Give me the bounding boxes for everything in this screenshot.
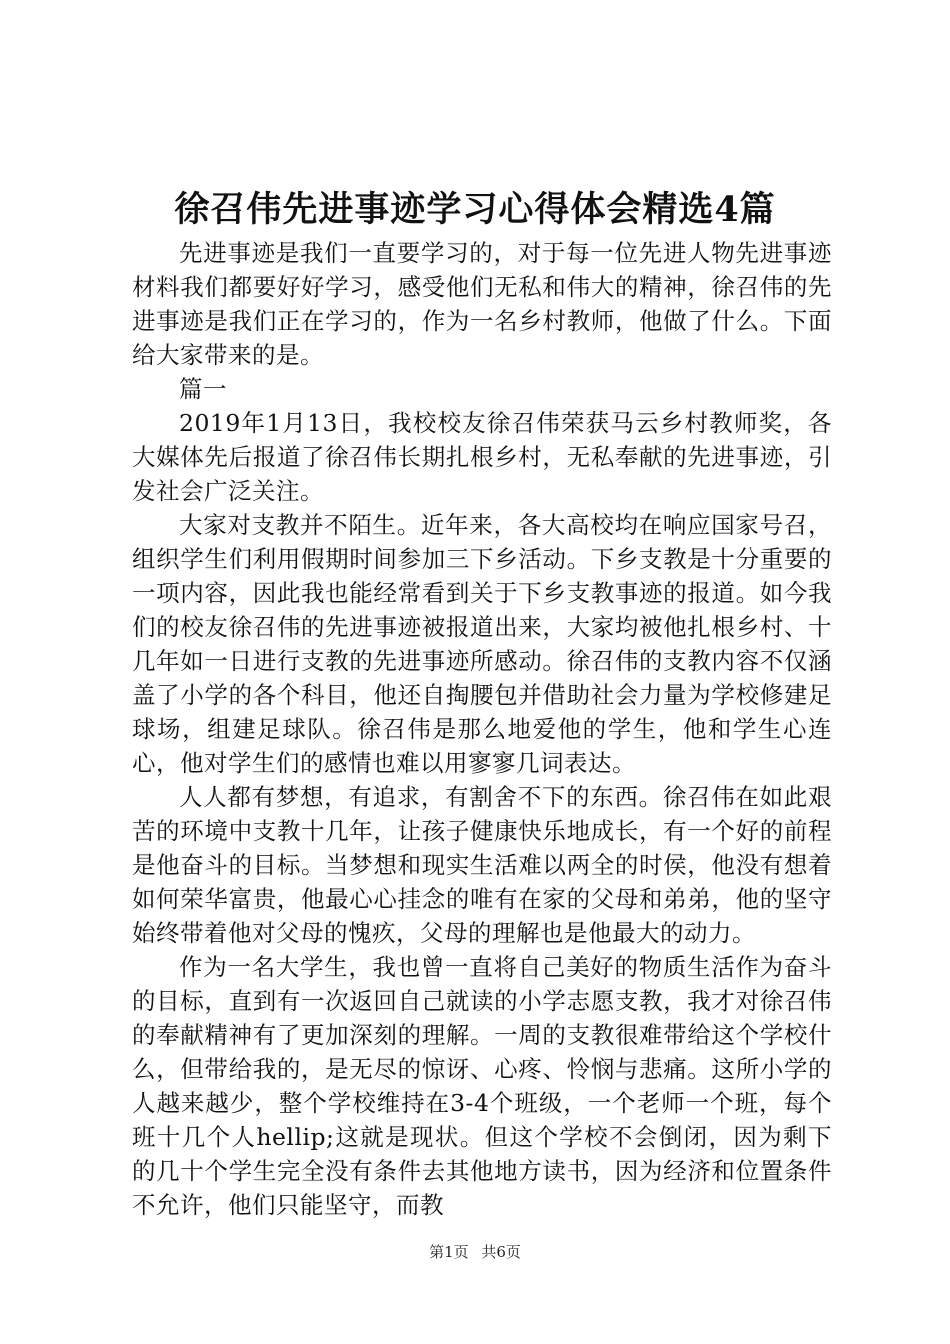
paragraph-2: 大家对支教并不陌生。近年来，各大高校均在响应国家号召，组织学生们利用假期时间参加三下乡活动。下乡支教是十分重要的一项内容，因此我也能经常看到关于下乡支教事迹的报道。如今我们的校友徐召伟的先进事迹被报道出来，大家均被他扎根乡村、十几年如一日进行支教的先进事迹所感动。徐召伟的支教内容不仅涵盖了小学的各个科目，他还自掏腰包并借助社会力量为学校修建足球场，组建足球队。徐召伟是那么地爱他的学生，他和学生心连心，他对学生们的感情也难以用寥寥几词表达。 <box>132 511 832 777</box>
paragraph-1: 2019年1月13日，我校校友徐召伟荣获马云乡村教师奖，各大媒体先后报道了徐召伟长期扎根乡村，无私奉献的先进事迹，引发社会广泛关注。 <box>132 409 832 505</box>
page-footer <box>0 1242 950 1262</box>
paragraph-3: 人人都有梦想，有追求，有割舍不下的东西。徐召伟在如此艰苦的环境中支教十几年，让孩子健康快乐地成长，有一个好的前程是他奋斗的目标。当梦想和现实生活难以两全的时侯，他没有想着如何荣华富贵，他最心心挂念的唯有在家的父母和弟弟，他的坚守始终带着他对父母的愧疚，父母的理解也是他最大的动力。 <box>132 783 832 947</box>
paragraph-intro: 先进事迹是我们一直要学习的，对于每一位先进人物先进事迹材料我们都要好好学习，感受他们无私和伟大的精神，徐召伟的先进事迹是我们正在学习的，作为一名乡村教师，他做了什么。下面给大家带来的是。 <box>132 239 832 369</box>
section-heading: 篇一 <box>179 375 227 403</box>
page-total: 共6页 <box>481 1243 521 1261</box>
document-title: 徐召伟先进事迹学习心得体会精选4篇 <box>174 189 776 230</box>
page-number: 第1页 <box>429 1243 469 1261</box>
document-body <box>132 236 832 1222</box>
paragraph-4: 作为一名大学生，我也曾一直将自己美好的物质生活作为奋斗的目标，直到有一次返回自己就读的小学志愿支教，我才对徐召伟的奉献精神有了更加深刻的理解。一周的支教很难带给这个学校什么，但带给我的，是无尽的惊讶、心疼、怜悯与悲痛。这所小学的人越来越少，整个学校维持在3-4个班级，一个老师一个班，每个班十几个人hellip;这就是现状。但这个学校不会倒闭，因为剩下的几十个学生完全没有条件去其他地方读书，因为经济和位置条件不允许，他们只能坚守，而教 <box>132 953 832 1219</box>
